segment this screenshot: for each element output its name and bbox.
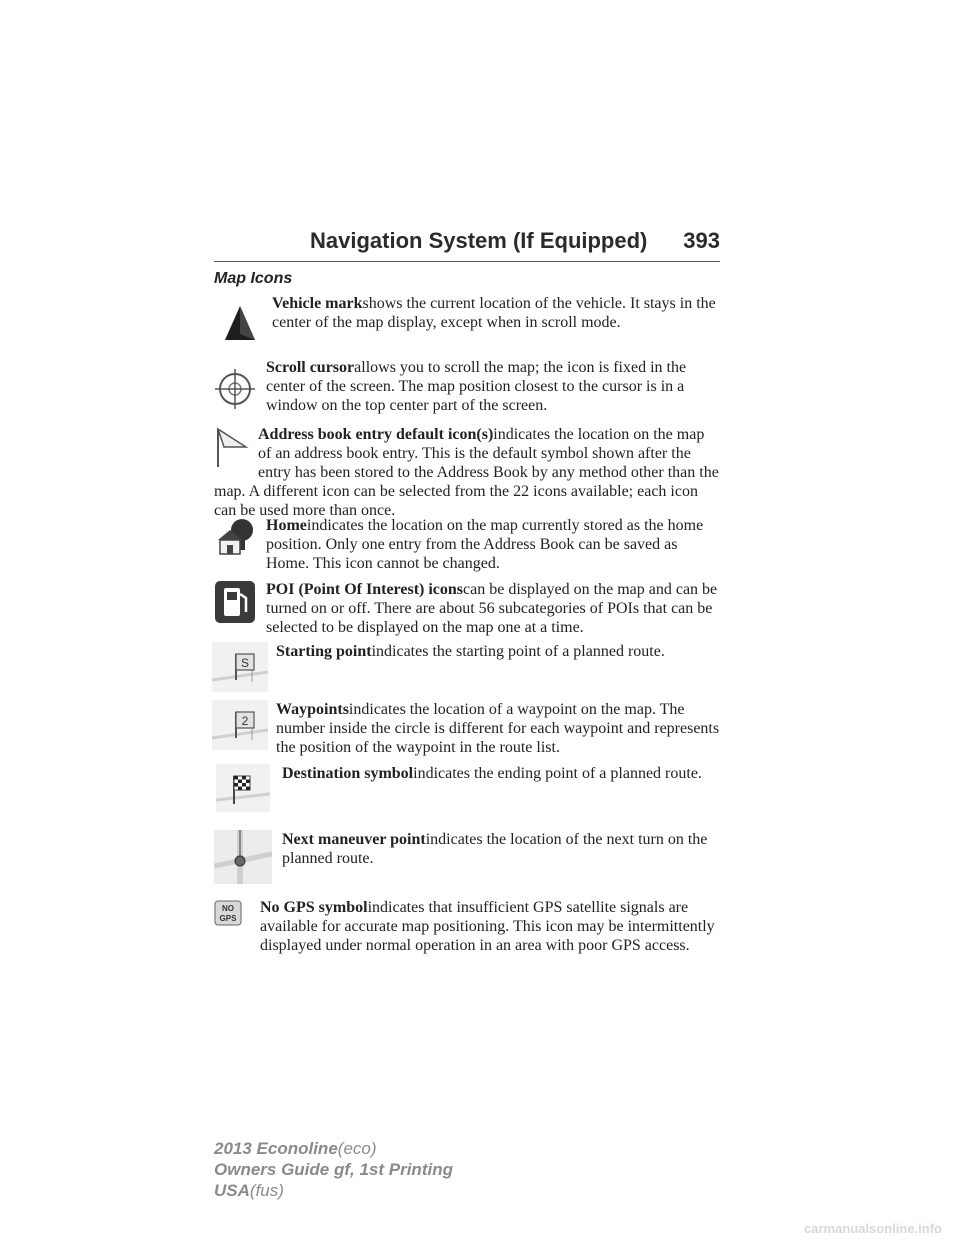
footer-model: 2013 Econoline <box>214 1139 338 1158</box>
no-gps-label-bottom: GPS <box>219 914 237 923</box>
entry-no-gps <box>214 898 720 955</box>
section-heading: Map Icons <box>214 270 293 287</box>
footer-market: USA <box>214 1181 250 1200</box>
entry-text: allows you to scroll the map; the icon is fixed in the center of the screen. The map position closest to the cursor is in a window on the top center part of the screen. <box>266 359 687 414</box>
footer-line-1 <box>214 1138 453 1159</box>
footer-line-2: Owners Guide gf, 1st Printing <box>214 1160 453 1179</box>
footer-line-3 <box>214 1180 453 1201</box>
entry-text: indicates that insufficient GPS satellite signals are available for accurate map positioning. This icon may be intermittently displayed under normal operation in an area with poor GPS access. <box>260 899 715 954</box>
flag-label: S <box>240 656 250 670</box>
starting-point-flag-icon <box>212 642 268 692</box>
watermark: carmanualsonline.info <box>804 1221 942 1236</box>
entry-text: indicates the location of the next turn on the planned route. <box>282 831 708 867</box>
entry-text: shows the current location of the vehicle. It stays in the center of the map display, except when in scroll mode. <box>272 295 716 331</box>
no-gps-icon <box>214 898 250 938</box>
checkered-flag-icon <box>216 764 270 812</box>
entry-text: can be displayed on the map and can be turned on or off. There are about 56 subcategories of POIs that can be selected to be displayed on the map one at a time. <box>266 581 718 636</box>
entry-text: indicates the location on the map of an address book entry. This is the default symbol shown after the entry has been stored to the Address Book by any method other than the map. A different icon can be selected from the 22 icons available; each icon can be used more than once. <box>214 426 719 519</box>
entry-text: indicates the ending point of a planned route. <box>413 765 702 782</box>
entry-poi <box>266 580 720 637</box>
entry-term: Starting point <box>276 643 372 660</box>
entry-term: Address book entry default icon(s) <box>258 426 494 443</box>
entry-text: indicates the location on the map currently stored as the home position. Only one entry from the Address Book can be saved as Home. This icon cannot be changed. <box>266 517 704 572</box>
entry-term: Home <box>266 517 307 534</box>
entry-next-maneuver-point <box>282 830 720 868</box>
flag-icon <box>214 425 250 469</box>
entry-starting-point <box>276 642 720 661</box>
no-gps-label-top: NO <box>222 904 234 913</box>
entry-scroll-cursor <box>266 358 720 415</box>
entry-term: Next maneuver point <box>282 831 426 848</box>
entry-vehicle-mark <box>272 294 720 332</box>
maneuver-point-icon <box>214 830 272 884</box>
entry-term: Scroll cursor <box>266 359 355 376</box>
page-header <box>214 228 720 264</box>
entry-text: indicates the location of a waypoint on the map. The number inside the circle is different for each waypoint and represents the position of the waypoint in the route list. <box>276 701 720 756</box>
footer <box>214 1138 453 1201</box>
entry-term: No GPS symbol <box>260 899 368 916</box>
header-title: Navigation System (If Equipped) <box>310 228 648 253</box>
entry-term: Waypoints <box>276 701 349 718</box>
scroll-cursor-icon <box>214 368 256 410</box>
footer-model-code: (eco) <box>337 1139 377 1158</box>
page-number: 393 <box>683 228 720 253</box>
vehicle-mark-icon <box>222 304 258 342</box>
header-rule <box>214 261 720 262</box>
entry-text: indicates the starting point of a planned route. <box>371 643 665 660</box>
waypoint-flag-icon <box>212 700 268 750</box>
flag-label: 2 <box>241 714 249 728</box>
entry-destination-symbol <box>282 764 720 783</box>
entry-waypoints <box>276 700 720 757</box>
fuel-pump-icon <box>214 580 256 624</box>
entry-term: POI (Point Of Interest) icons <box>266 581 464 598</box>
entry-address-book <box>214 425 720 520</box>
entry-term: Destination symbol <box>282 765 414 782</box>
entry-term: Vehicle mark <box>272 295 363 312</box>
home-icon <box>214 518 258 558</box>
footer-market-code: (fus) <box>249 1181 284 1200</box>
entry-home <box>266 516 720 573</box>
